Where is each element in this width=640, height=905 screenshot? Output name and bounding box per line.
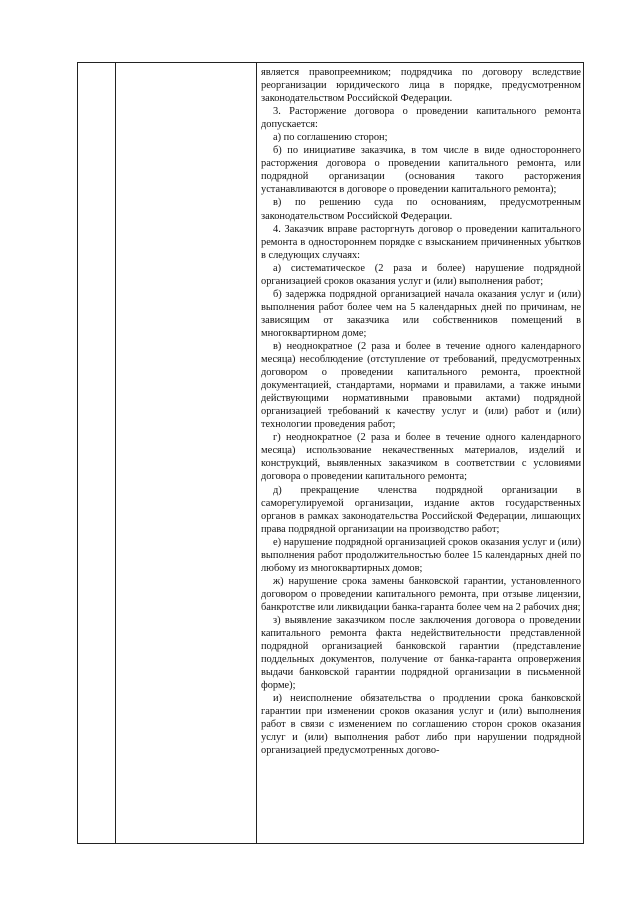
paragraph: 4. Заказчик вправе расторгнуть договор о проведении капитального ремонта в одностороннем порядке с взысканием причиненных убытков в следующих случаях: — [261, 223, 581, 261]
table-row — [78, 63, 584, 844]
table-cell-number — [78, 63, 116, 844]
paragraph: б) по инициативе заказчика, в том числе в виде одностороннего расторжения договора о проведении капитального ремонта, или подрядной организации (основания такого расторжения устанавливаются в договоре о проведении капитального ремонта); — [261, 145, 581, 196]
table-cell-name — [116, 63, 257, 844]
document-table — [77, 62, 584, 844]
paragraph: д) прекращение членства подрядной организации в саморегулируемой организации, издание актов государственных органов в рамках законодательства Российской Федерации, лишающих права подрядной организации на производство работ; — [261, 484, 581, 535]
paragraph: е) нарушение подрядной организацией сроков оказания услуг и (или) выполнения работ продолжительностью более 15 календарных дней по любому из многоквартирных домов; — [261, 536, 581, 574]
paragraph: в) по решению суда по основаниям, предусмотренным законодательством Российской Федерации. — [261, 197, 581, 222]
paragraph: б) задержка подрядной организацией начала оказания услуг и (или) выполнения работ более чем на 5 календарных дней по причинам, не зависящим от заказчика или собственников помещений в многоквартирном доме; — [261, 288, 581, 339]
paragraph: ж) нарушение срока замены банковской гарантии, установленного договором о проведении капитального ремонта, при отзыве лицензии, банкротстве или ликвидации банка-гаранта более чем на 2 рабочих дня; — [261, 575, 581, 613]
content-text — [257, 63, 583, 757]
paragraph: г) неоднократное (2 раза и более в течение одного календарного месяца) использование некачественных материалов, изделий и конструкций, выявленных заказчиком в соответствии с условиями договора о проведении капитального ремонта; — [261, 432, 581, 483]
paragraph: является правопреемником; подрядчика по договору вследствие реорганизации юридического лица в порядке, предусмотренном законодательством Российской Федерации. — [261, 67, 581, 105]
paragraph: а) систематическое (2 раза и более) нарушение подрядной организацией сроков оказания услуг и (или) выполнения работ; — [261, 262, 581, 287]
paragraph: 3. Расторжение договора о проведении капитального ремонта допускается: — [261, 106, 581, 131]
paragraph: и) неисполнение обязательства о продлении срока банковской гарантии при изменении сроков оказания услуг и (или) выполнения работ в связи с изменением по соглашению сторон сроков оказания услуг и (или) выполнения работ либо при нарушении подрядной организацией предусмотренных догово- — [261, 693, 581, 757]
paragraph: а) по соглашению сторон; — [273, 132, 388, 144]
paragraph: в) неоднократное (2 раза и более в течение одного календарного месяца) несоблюдение (отступление от требований, предусмотренных договором о проведении капитального ремонта, проектной документацией, стандартами, нормами и правилами, а также иными действующими нормативными правовыми актами) подрядной организацией требований к качеству услуг и (или) работ и (или) технологии проведения работ; — [261, 340, 581, 431]
table-cell-content — [257, 63, 584, 844]
paragraph: з) выявление заказчиком после заключения договора о проведении капитального ремонта факта недействительности представленной подрядной организацией банковской гарантии (представление поддельных документов, получение от банка-гаранта опровержения выдачи банковской гарантии подрядной организации в письменной форме); — [261, 614, 581, 692]
